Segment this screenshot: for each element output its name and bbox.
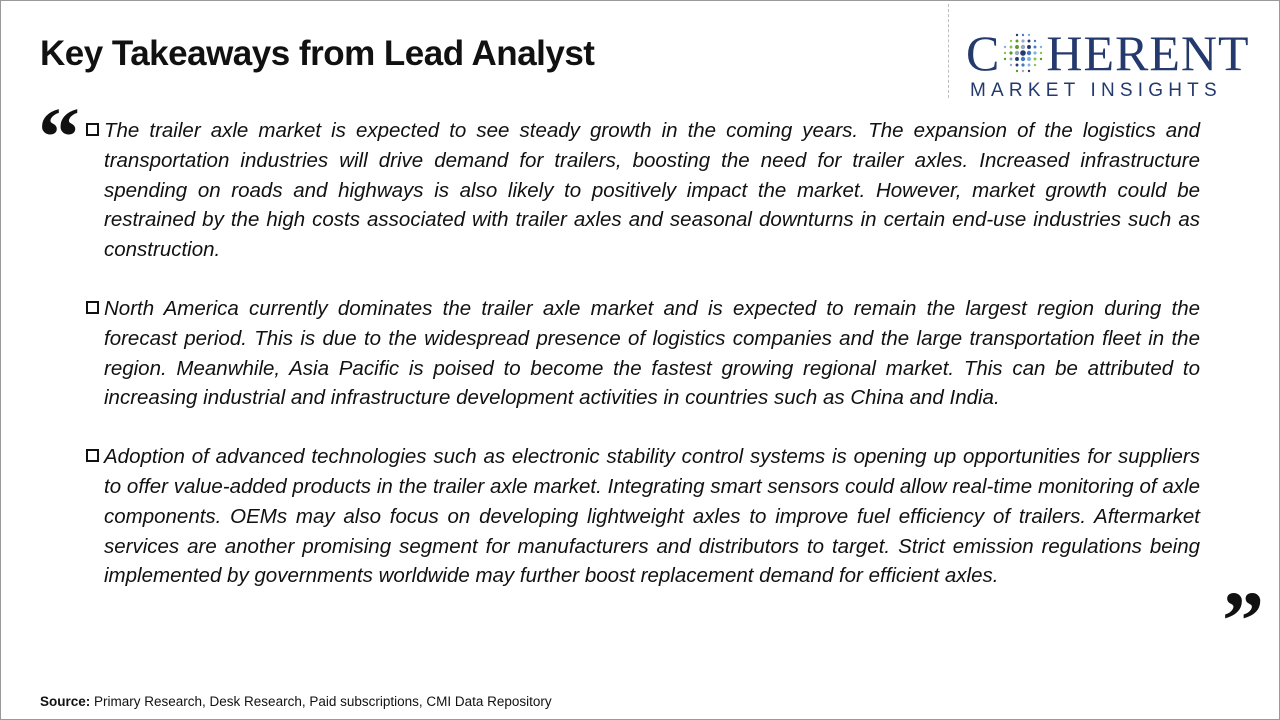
list-item: [86, 116, 1200, 265]
source-note: [40, 694, 552, 709]
logo-tagline: MARKET INSIGHTS: [970, 80, 1222, 101]
checkbox-bullet-icon: [86, 449, 99, 462]
checkbox-bullet-icon: [86, 301, 99, 314]
dotted-globe-icon: [1001, 31, 1045, 75]
takeaway-text: North America currently dominates the trailer axle market and is expected to remain the largest region during the forecast period. This is due to the widespread presence of logistics companies and the large transportation fleet in the region. Meanwhile, Asia Pacific is poised to become the fastest growing regional market. This can be attributed to increasing industrial and infrastructure development activities in countries such as China and India.: [104, 296, 1200, 410]
logo-divider: [948, 4, 949, 98]
source-text: Primary Research, Desk Research, Paid subscriptions, CMI Data Repository: [90, 694, 552, 709]
page-title: Key Takeaways from Lead Analyst: [40, 34, 595, 73]
takeaway-text: Adoption of advanced technologies such as electronic stability control systems is opening up opportunities for suppliers to offer value-added products in the trailer axle market. Integrating smart sensors could allow real-time monitoring of axle components. OEMs may also focus on developing lightweight axles to improve fuel efficiency of trailers. Aftermarket services are another promising segment for manufacturers and distributors to target. Strict emission regulations being implemented by governments worldwide may further boost replacement demand for efficient axles.: [104, 445, 1200, 588]
takeaways-list: [86, 116, 1200, 591]
checkbox-bullet-icon: [86, 123, 99, 136]
logo-wordmark: [966, 25, 1266, 81]
takeaway-text: The trailer axle market is expected to see steady growth in the coming years. The expansion of the logistics and transportation industries will drive demand for trailers, boosting the need for trailer axles. Increased infrastructure spending on roads and highways is also likely to positively impact the market. However, market growth could be restrained by the high costs associated with trailer axles and seasonal downturns in certain end-use industries such as construction.: [104, 119, 1200, 262]
company-logo: [966, 25, 1266, 101]
logo-letter-c: C: [966, 25, 1001, 81]
logo-letters-herent: HERENT: [1046, 25, 1250, 81]
quote-open-icon: “: [38, 91, 80, 184]
list-item: [86, 294, 1200, 413]
list-item: [86, 442, 1200, 591]
quote-close-icon: ”: [1222, 575, 1264, 668]
source-label: Source:: [40, 694, 91, 709]
